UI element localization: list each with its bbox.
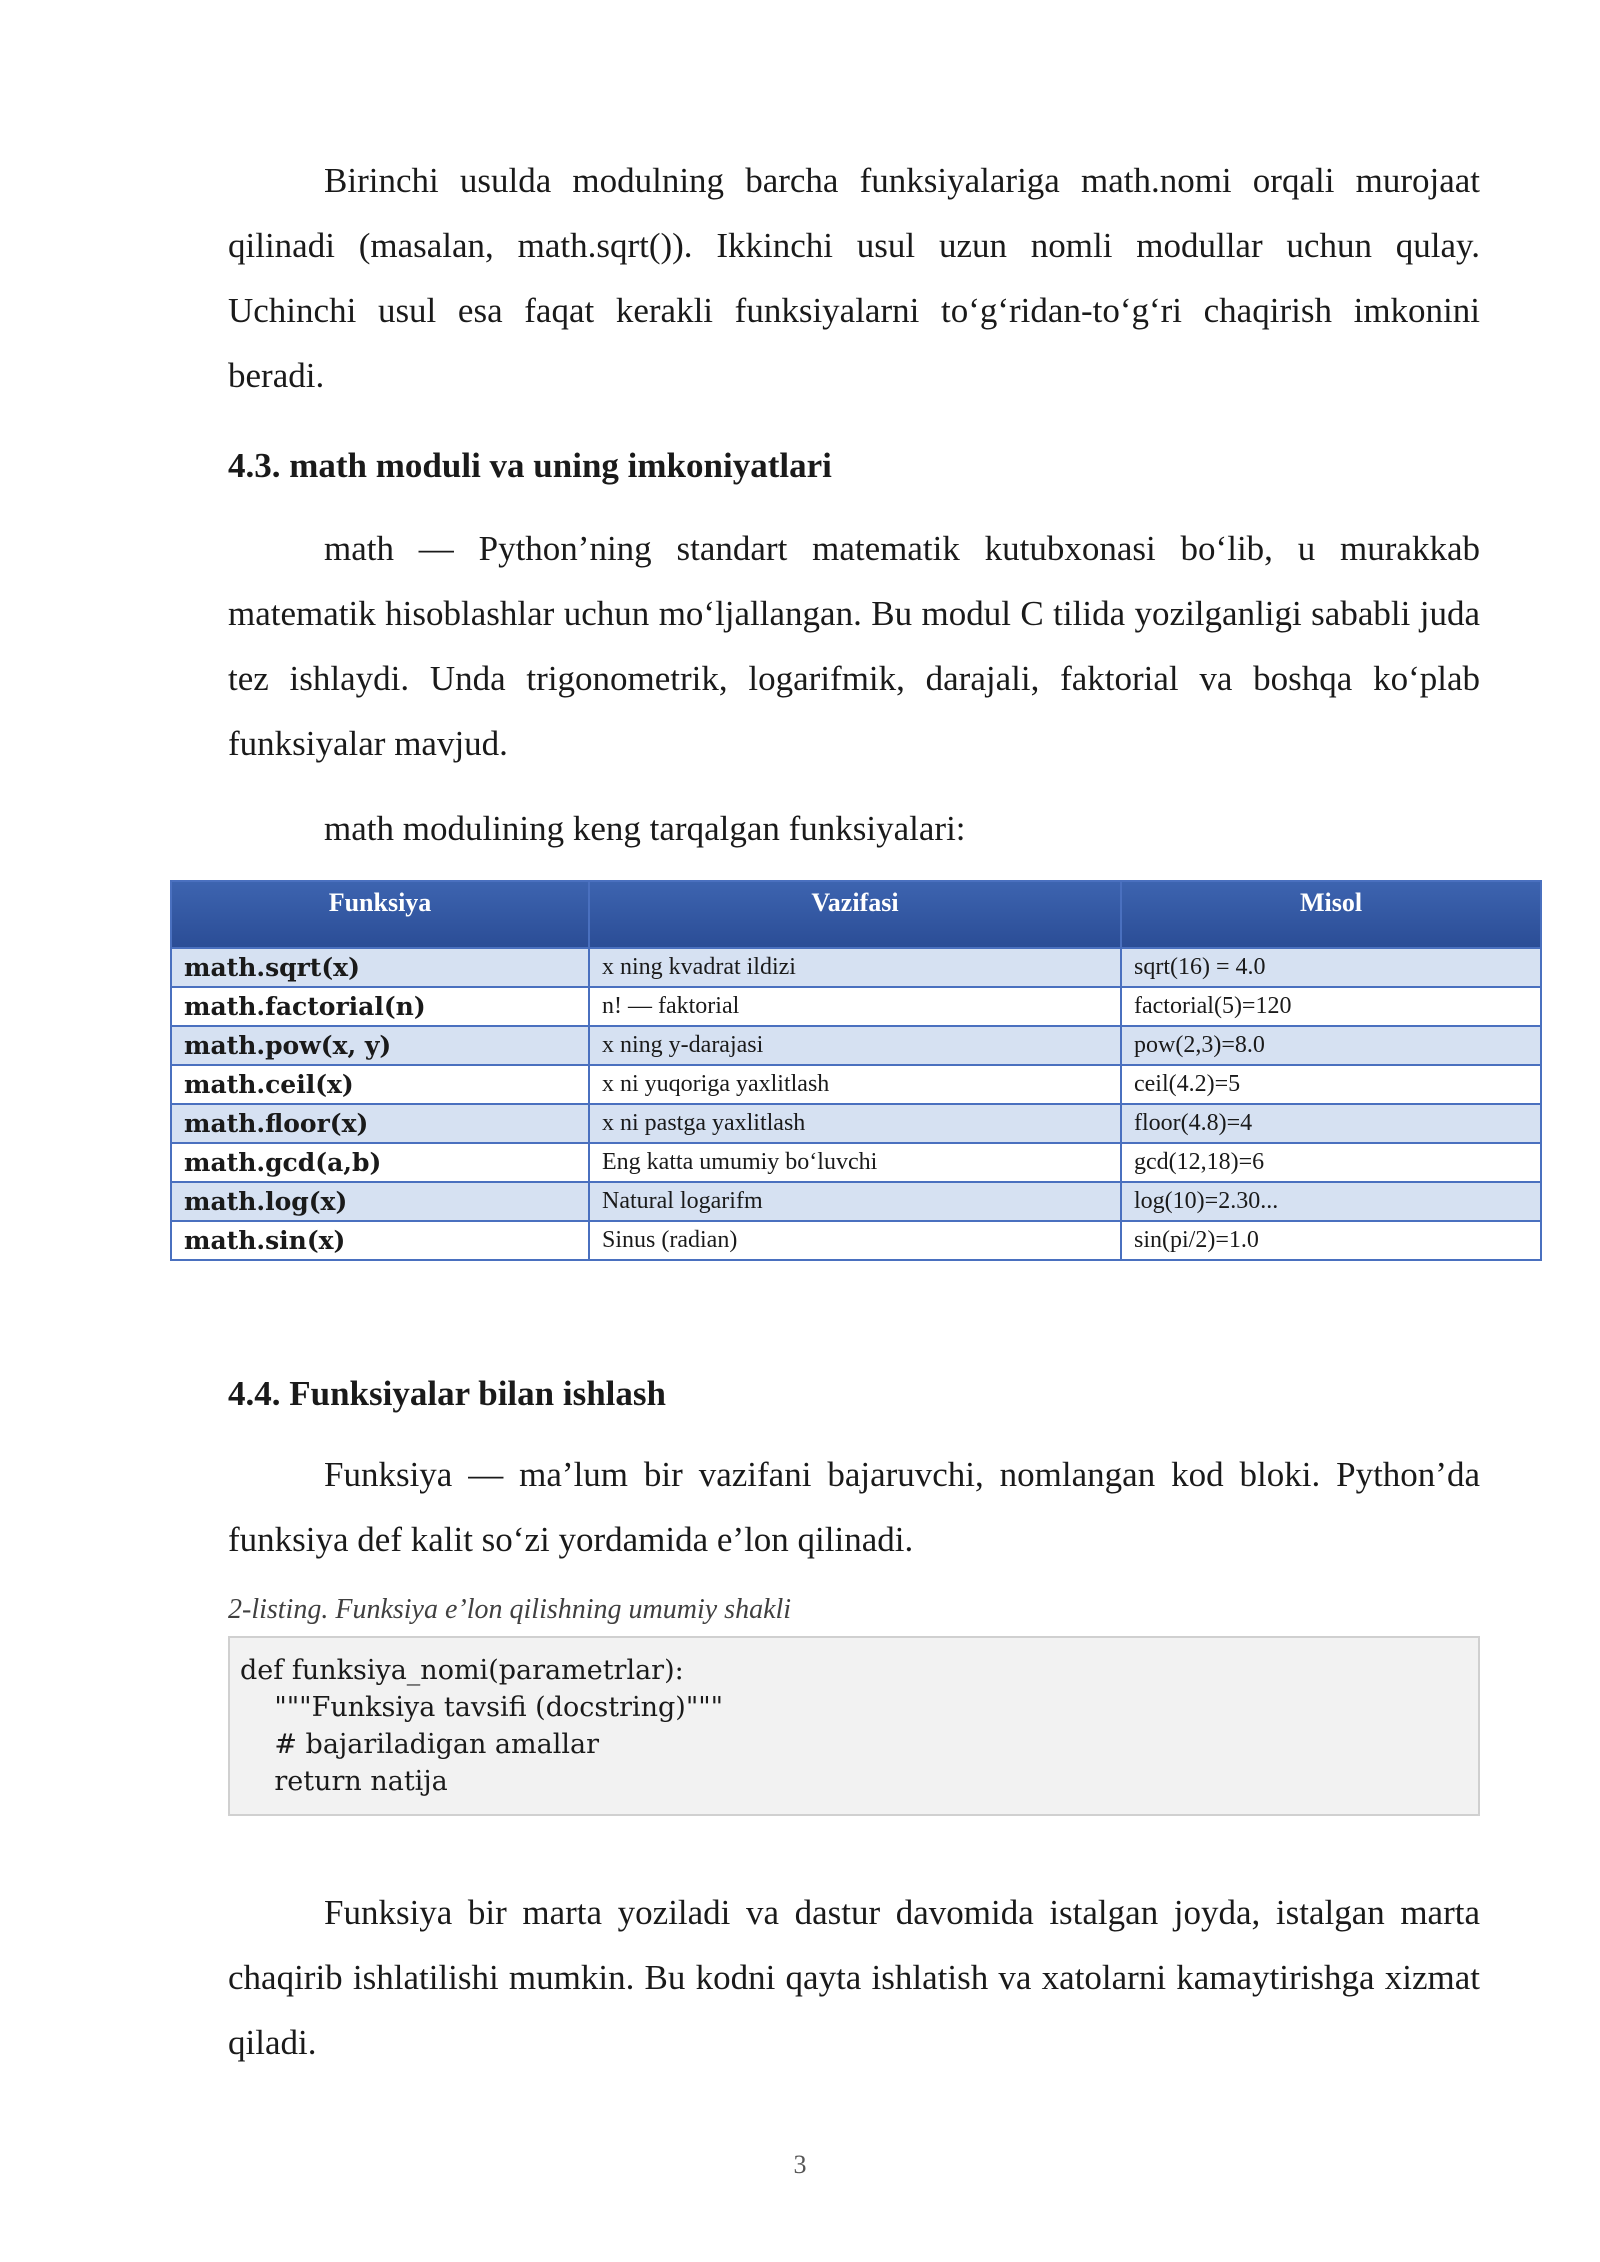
section-heading-4-3: 4.3. math moduli va uning imkoniyatlari xyxy=(228,446,832,485)
function-purpose-cell: x ning kvadrat ildizi xyxy=(589,948,1121,987)
code-line: def funksiya_nomi(parametrlar): xyxy=(240,1655,684,1686)
table-header-row xyxy=(171,881,1541,948)
closing-paragraph: Funksiya bir marta yoziladi va dastur davomida istalgan joyda, istalgan marta chaqirib ishlatilishi mumkin. Bu kodni qayta ishlatish va xatolarni kamaytirishga xizmat qiladi. xyxy=(228,1893,1480,2062)
section-heading-4-4: 4.4. Funksiyalar bilan ishlash xyxy=(228,1374,666,1413)
functions-paragraph: Funksiya — ma’lum bir vazifani bajaruvchi, nomlangan kod bloki. Python’da funksiya def kalit so‘zi yordamida e’lon qilinadi. xyxy=(228,1455,1480,1559)
function-name-cell: math.sqrt(x) xyxy=(171,948,589,987)
function-example-cell: sqrt(16) = 4.0 xyxy=(1121,948,1541,987)
function-example-cell: pow(2,3)=8.0 xyxy=(1121,1026,1541,1065)
code-line: """Funksiya tavsifi (docstring)""" xyxy=(240,1692,724,1723)
table-header-example: Misol xyxy=(1121,881,1541,948)
function-name-cell: math.floor(x) xyxy=(171,1104,589,1143)
function-name-cell: math.ceil(x) xyxy=(171,1065,589,1104)
function-purpose-cell: Natural logarifm xyxy=(589,1182,1121,1221)
intro-paragraph: Birinchi usulda modulning barcha funksiyalariga math.nomi orqali murojaat qilinadi (masalan, math.sqrt()). Ikkinchi usul uzun nomli modullar uchun qulay. Uchinchi usul esa faqat kerakli funksiyalarni to‘g‘ridan-to‘g‘ri chaqirish imkonini beradi. xyxy=(228,161,1480,395)
table-row xyxy=(171,1143,1541,1182)
table-header-function: Funksiya xyxy=(171,881,589,948)
function-name-cell: math.sin(x) xyxy=(171,1221,589,1260)
code-line: return natija xyxy=(240,1766,448,1797)
table-header-purpose: Vazifasi xyxy=(589,881,1121,948)
function-name-cell: math.log(x) xyxy=(171,1182,589,1221)
math-module-paragraph: math — Python’ning standart matematik kutubxonasi bo‘lib, u murakkab matematik hisoblashlar uchun mo‘ljallangan. Bu modul C tilida yozilganligi sababli juda tez ishlaydi. Unda trigonometrik, logarifmik, darajali, faktorial va boshqa ko‘plab funksiyalar mavjud. xyxy=(228,529,1480,763)
function-purpose-cell: x ni yuqoriga yaxlitlash xyxy=(589,1065,1121,1104)
code-line: # bajariladigan amallar xyxy=(240,1729,600,1760)
table-row xyxy=(171,1026,1541,1065)
function-purpose-cell: n! — faktorial xyxy=(589,987,1121,1026)
function-example-cell: factorial(5)=120 xyxy=(1121,987,1541,1026)
code-listing xyxy=(228,1636,1480,1816)
function-name-cell: math.gcd(a,b) xyxy=(171,1143,589,1182)
page-number: 3 xyxy=(793,2150,807,2179)
function-example-cell: sin(pi/2)=1.0 xyxy=(1121,1221,1541,1260)
function-example-cell: ceil(4.2)=5 xyxy=(1121,1065,1541,1104)
function-purpose-cell: x ni pastga yaxlitlash xyxy=(589,1104,1121,1143)
function-example-cell: log(10)=2.30... xyxy=(1121,1182,1541,1221)
table-row xyxy=(171,987,1541,1026)
table-intro-paragraph: math modulining keng tarqalgan funksiyalari: xyxy=(324,809,966,848)
table-row xyxy=(171,948,1541,987)
table-row xyxy=(171,1221,1541,1260)
listing-caption: 2-listing. Funksiya e’lon qilishning umumiy shakli xyxy=(228,1594,792,1625)
function-name-cell: math.pow(x, y) xyxy=(171,1026,589,1065)
function-example-cell: gcd(12,18)=6 xyxy=(1121,1143,1541,1182)
function-purpose-cell: Eng katta umumiy bo‘luvchi xyxy=(589,1143,1121,1182)
function-example-cell: floor(4.8)=4 xyxy=(1121,1104,1541,1143)
math-functions-table xyxy=(170,880,1542,1261)
table-row xyxy=(171,1104,1541,1143)
function-name-cell: math.factorial(n) xyxy=(171,987,589,1026)
table-row xyxy=(171,1182,1541,1221)
function-purpose-cell: x ning y-darajasi xyxy=(589,1026,1121,1065)
function-purpose-cell: Sinus (radian) xyxy=(589,1221,1121,1260)
table-row xyxy=(171,1065,1541,1104)
